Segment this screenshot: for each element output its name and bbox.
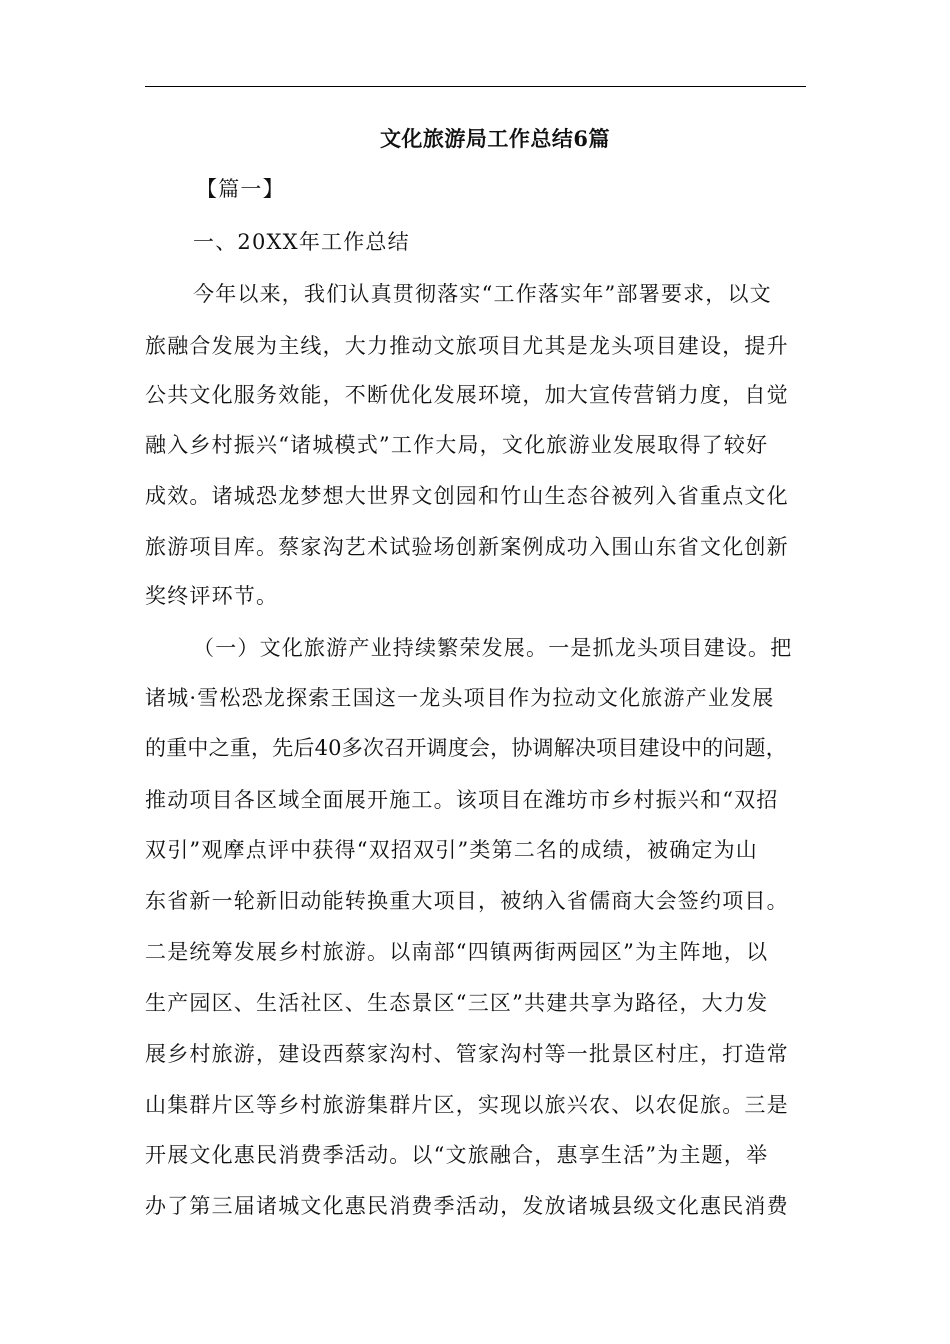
paragraph-line: 二是统筹发展乡村旅游。以南部“四镇两街两园区”为主阵地，以: [145, 940, 769, 964]
paragraph-line: 诸城·雪松恐龙探索王国这一龙头项目作为拉动文化旅游产业发展: [145, 686, 775, 710]
paragraph-line: 展乡村旅游，建设西蔡家沟村、管家沟村等一批景区村庄，打造常: [145, 1042, 789, 1066]
section-label: 【篇一】: [196, 177, 285, 201]
paragraph-line: 融入乡村振兴“诸城模式”工作大局，文化旅游业发展取得了较好: [145, 433, 769, 457]
paragraph-line: 生产园区、生活社区、生态景区“三区”共建共享为路径，大力发: [145, 991, 769, 1015]
paragraph-line: 推动项目各区域全面展开施工。该项目在潍坊市乡村振兴和“双招: [145, 788, 779, 812]
paragraph-line: 的重中之重，先后40多次召开调度会，协调解决项目建设中的问题，: [145, 736, 787, 760]
paragraph-line: 奖终评环节。: [145, 584, 279, 608]
subheading: 一、20XX年工作总结: [193, 230, 410, 254]
paragraph-line: 办了第三届诸城文化惠民消费季活动，发放诸城县级文化惠民消费: [145, 1194, 789, 1218]
header-rule: [145, 86, 806, 87]
document-title: 文化旅游局工作总结6篇: [379, 126, 611, 151]
paragraph-line: 双引”观摩点评中获得“双招双引”类第二名的成绩，被确定为山: [145, 838, 759, 862]
paragraph-line: 开展文化惠民消费季活动。以“文旅融合，惠享生活”为主题，举: [145, 1143, 769, 1167]
paragraph-line: 东省新一轮新旧动能转换重大项目，被纳入省儒商大会签约项目。: [145, 889, 789, 913]
paragraph-line: 旅游项目库。蔡家沟艺术试验场创新案例成功入围山东省文化创新: [145, 535, 789, 559]
paragraph-line: 山集群片区等乡村旅游集群片区，实现以旅兴农、以农促旅。三是: [145, 1093, 789, 1117]
paragraph-line: 今年以来，我们认真贯彻落实“工作落实年”部署要求，以文: [193, 282, 772, 306]
paragraph-line: 旅融合发展为主线，大力推动文旅项目尤其是龙头项目建设，提升: [145, 334, 789, 358]
paragraph-line: 公共文化服务效能，不断优化发展环境，加大宣传营销力度，自觉: [145, 383, 789, 407]
paragraph-line: 成效。诸城恐龙梦想大世界文创园和竹山生态谷被列入省重点文化: [145, 484, 789, 508]
paragraph-line: （一）文化旅游产业持续繁荣发展。一是抓龙头项目建设。把: [193, 636, 793, 660]
